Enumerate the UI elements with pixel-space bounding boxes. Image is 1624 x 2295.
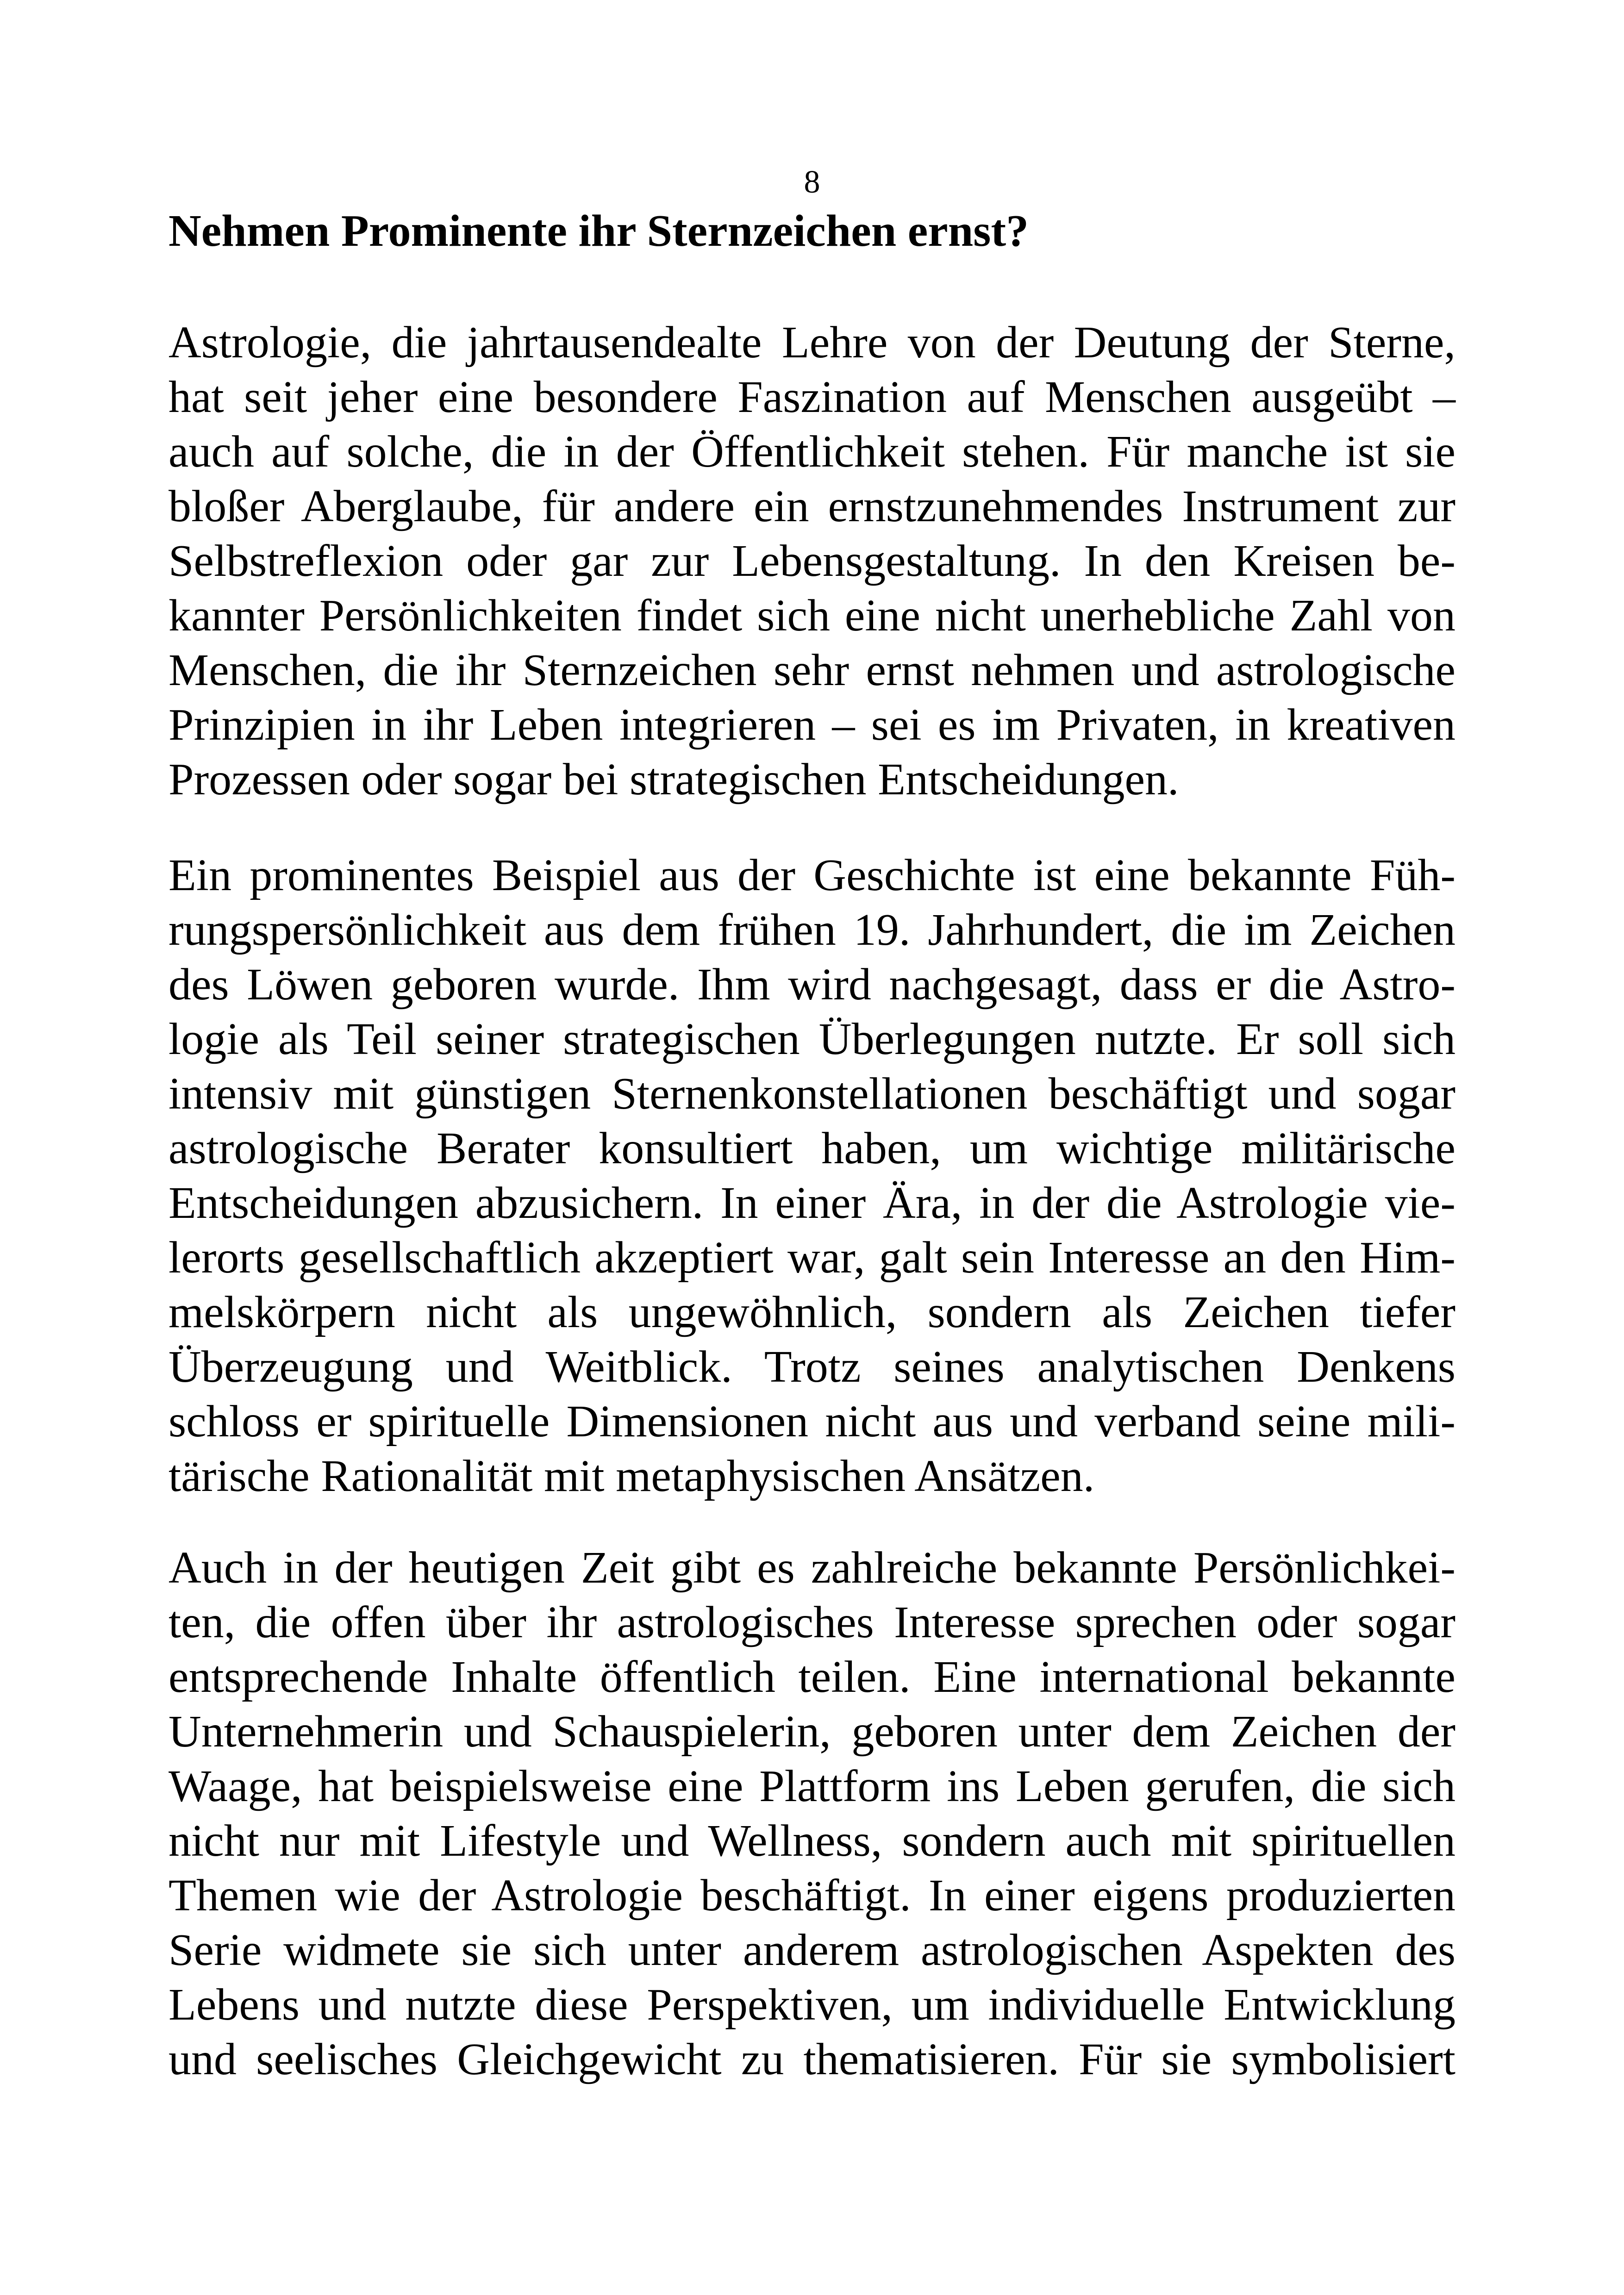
- text-line: hat seit jeher eine besondere Faszination auf Menschen ausgeübt –: [169, 372, 1455, 422]
- text-line: schloss er spirituelle Dimensionen nicht aus und verband seine mili-: [169, 1397, 1455, 1447]
- text-line: Waage, hat beispielsweise eine Plattform ins Leben gerufen, die sich: [169, 1761, 1455, 1811]
- text-line: auch auf solche, die in der Öffentlichkeit stehen. Für manche ist sie: [169, 427, 1455, 477]
- text-line: Prozessen oder sogar bei strategischen Entscheidungen.: [169, 755, 1179, 804]
- paragraph-3: [169, 1540, 1455, 2087]
- text-line: Lebens und nutzte diese Perspektiven, um individuelle Entwicklung: [169, 1980, 1455, 2030]
- text-line: Entscheidungen abzusichern. In einer Ära, in der die Astrologie vie-: [169, 1178, 1455, 1228]
- paragraph-2: [169, 848, 1455, 1503]
- text-line: logie als Teil seiner strategischen Überlegungen nutzte. Er soll sich: [169, 1014, 1455, 1064]
- text-line: Serie widmete sie sich unter anderem astrologischen Aspekten des: [169, 1925, 1455, 1975]
- text-line: rungspersönlichkeit aus dem frühen 19. Jahrhundert, die im Zeichen: [169, 905, 1455, 955]
- text-line: nicht nur mit Lifestyle und Wellness, sondern auch mit spirituellen: [169, 1816, 1455, 1866]
- text-line: kannter Persönlichkeiten findet sich eine nicht unerhebliche Zahl von: [169, 591, 1455, 641]
- text-line: Ein prominentes Beispiel aus der Geschichte ist eine bekannte Füh-: [169, 850, 1455, 900]
- text-line: Auch in der heutigen Zeit gibt es zahlreiche bekannte Persönlichkei-: [169, 1543, 1455, 1593]
- text-line: Menschen, die ihr Sternzeichen sehr ernst nehmen und astrologische: [169, 645, 1455, 695]
- text-line: tärische Rationalität mit metaphysischen Ansätzen.: [169, 1451, 1095, 1501]
- text-line: Selbstreflexion oder gar zur Lebensgestaltung. In den Kreisen be-: [169, 536, 1455, 586]
- page-number: 8: [804, 164, 820, 200]
- text-line: entsprechende Inhalte öffentlich teilen. Eine international bekannte: [169, 1652, 1455, 1702]
- text-line: des Löwen geboren wurde. Ihm wird nachgesagt, dass er die Astro-: [169, 960, 1455, 1010]
- text-line: astrologische Berater konsultiert haben, um wichtige militärische: [169, 1123, 1455, 1173]
- text-line: Unternehmerin und Schauspielerin, geboren unter dem Zeichen der: [169, 1707, 1455, 1757]
- text-line: ten, die offen über ihr astrologisches Interesse sprechen oder sogar: [169, 1597, 1455, 1647]
- text-line: melskörpern nicht als ungewöhnlich, sondern als Zeichen tiefer: [169, 1287, 1455, 1337]
- text-line: und seelisches Gleichgewicht zu thematisieren. Für sie symbolisiert: [169, 2034, 1455, 2084]
- section-heading: Nehmen Prominente ihr Sternzeichen ernst?: [169, 206, 1029, 256]
- text-line: bloßer Aberglaube, für andere ein ernstzunehmendes Instrument zur: [169, 481, 1455, 531]
- text-line: Prinzipien in ihr Leben integrieren – sei es im Privaten, in kreativen: [169, 700, 1455, 750]
- text-line: Überzeugung und Weitblick. Trotz seines analytischen Denkens: [169, 1342, 1455, 1392]
- text-line: Themen wie der Astrologie beschäftigt. In einer eigens produzierten: [169, 1871, 1455, 1921]
- text-line: lerorts gesellschaftlich akzeptiert war, galt sein Interesse an den Him-: [169, 1233, 1455, 1283]
- text-line: Astrologie, die jahrtausendealte Lehre von der Deutung der Sterne,: [169, 318, 1455, 368]
- text-line: intensiv mit günstigen Sternenkonstellationen beschäftigt und sogar: [169, 1069, 1455, 1119]
- paragraph-1: [169, 315, 1455, 807]
